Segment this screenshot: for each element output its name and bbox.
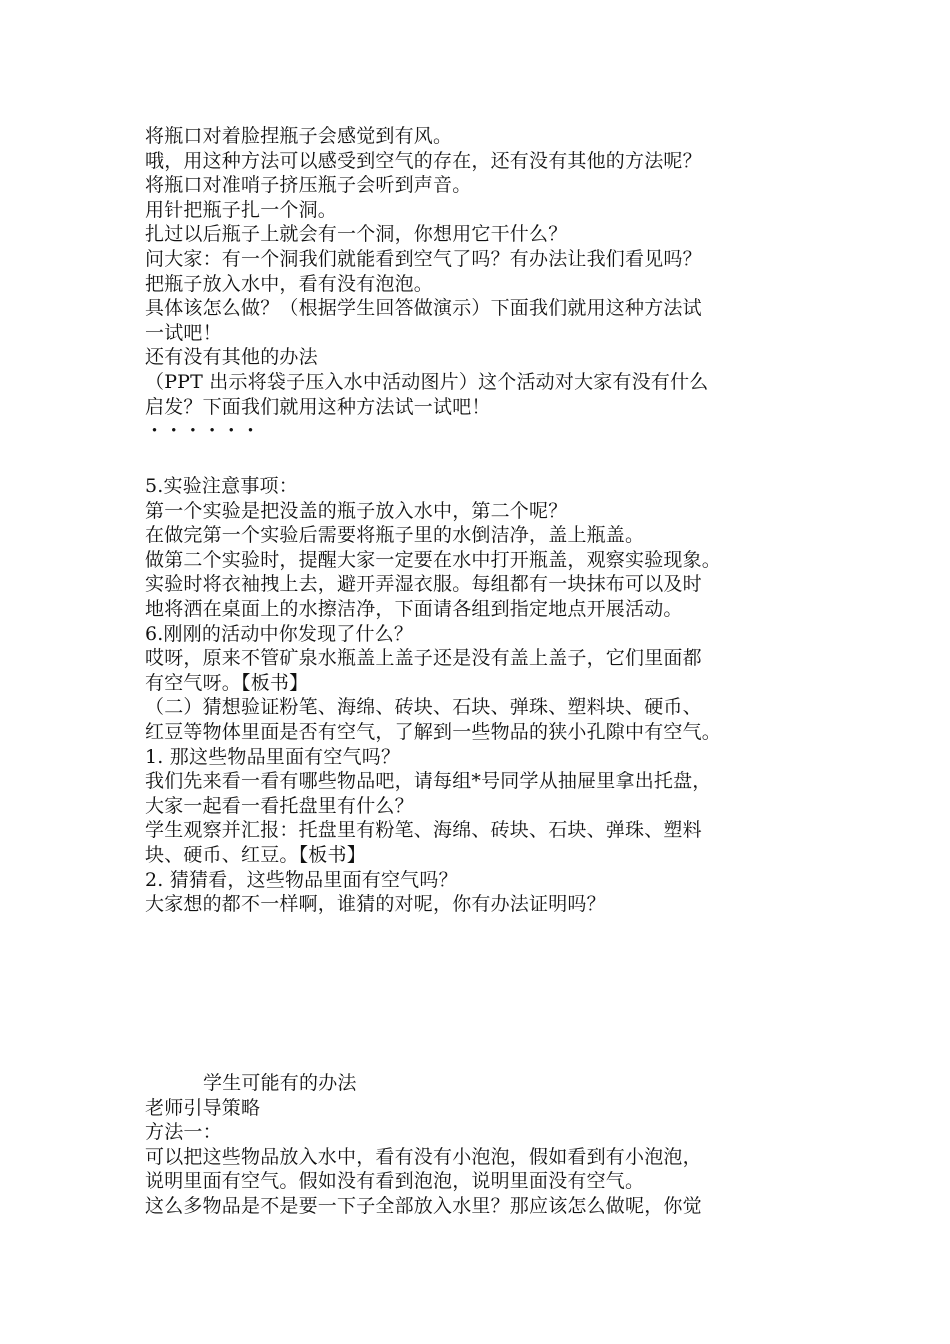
column-heading: 老师引导策略	[145, 1096, 261, 1119]
paragraph-line: 红豆等物体里面是否有空气，了解到一些物品的狭小孔隙中有空气。	[145, 720, 722, 743]
paragraph-line: 实验时将衣袖拽上去，避开弄湿衣服。每组都有一块抹布可以及时	[145, 573, 702, 596]
paragraph-line: 方法一：	[145, 1121, 222, 1144]
paragraph-line: 问大家：有一个洞我们就能看到空气了吗？有办法让我们看见吗？	[145, 247, 702, 270]
numbered-item: 1. 那这些物品里面有空气吗？	[145, 745, 401, 768]
section-heading: 5.实验注意事项：	[145, 475, 298, 497]
paragraph-line: 具体该怎么做？（根据学生回答做演示）下面我们就用这种方法试	[145, 297, 702, 320]
paragraph-line: 用针把瓶子扎一个洞。	[145, 198, 338, 221]
section-heading: 6.刚刚的活动中你发现了什么？	[145, 622, 414, 645]
paragraph-line: 扎过以后瓶子上就会有一个洞，你想用它干什么？	[145, 223, 568, 246]
ellipsis-dots: ・・・・・・	[145, 420, 261, 443]
paragraph-line: 可以把这些物品放入水中，看有没有小泡泡，假如看到有小泡泡，	[145, 1145, 702, 1168]
paragraph-line: 把瓶子放入水中，看有没有泡泡。	[145, 272, 434, 295]
paragraph-line: （PPT 出示将袋子压入水中活动图片）这个活动对大家有没有什么	[145, 370, 709, 393]
paragraph-line: 做第二个实验时，提醒大家一定要在水中打开瓶盖，观察实验现象。	[145, 548, 722, 571]
paragraph-line: 块、硬币、红豆。【板书】	[145, 843, 366, 866]
paragraph-line: 一试吧！	[145, 321, 222, 344]
text-block-student-methods	[145, 1071, 815, 1219]
paragraph-line: 还有没有其他的办法	[145, 346, 318, 369]
paragraph-line: 有空气呀。【板书】	[145, 671, 309, 694]
paragraph-line: 我们先来看一看有哪些物品吧，请每组*号同学从抽屉里拿出托盘，	[145, 770, 712, 793]
column-heading: 学生可能有的办法	[203, 1072, 357, 1094]
paragraph-line: 大家想的都不一样啊，谁猜的对呢，你有办法证明吗？	[145, 893, 606, 916]
paragraph-line: 在做完第一个实验后需要将瓶子里的水倒洁净，盖上瓶盖。	[145, 524, 645, 547]
paragraph-line: 说明里面有空气。假如没有看到泡泡，说明里面没有空气。	[145, 1170, 645, 1193]
numbered-item: 2. 猜猜看，这些物品里面有空气吗？	[145, 868, 458, 891]
text-block-bottle-methods	[145, 124, 815, 444]
paragraph-line: 哦，用这种方法可以感受到空气的存在，还有没有其他的方法呢？	[145, 149, 702, 172]
paragraph-line: 地将洒在桌面上的水擦洁净，下面请各组到指定地点开展活动。	[145, 597, 683, 620]
paragraph-line: 学生观察并汇报：托盘里有粉笔、海绵、砖块、石块、弹珠、塑料	[145, 819, 702, 842]
paragraph-line: 启发？下面我们就用这种方法试一试吧！	[145, 395, 491, 418]
paragraph-line: 大家一起看一看托盘里有什么？	[145, 794, 414, 817]
paragraph-line: 哎呀，原来不管矿泉水瓶盖上盖子还是没有盖上盖子，它们里面都	[145, 647, 702, 670]
section-heading: （二）猜想验证粉笔、海绵、砖块、石块、弹珠、塑料块、硬币、	[145, 696, 702, 719]
paragraph-line: 将瓶口对着脸捏瓶子会感觉到有风。	[145, 125, 453, 147]
paragraph-line: 这么多物品是不是要一下子全部放入水里？那应该怎么做呢，你觉	[145, 1194, 702, 1217]
paragraph-line: 将瓶口对准哨子挤压瓶子会听到声音。	[145, 174, 472, 197]
paragraph-line: 第一个实验是把没盖的瓶子放入水中，第二个呢？	[145, 499, 568, 522]
text-block-experiment-notes	[145, 474, 815, 917]
